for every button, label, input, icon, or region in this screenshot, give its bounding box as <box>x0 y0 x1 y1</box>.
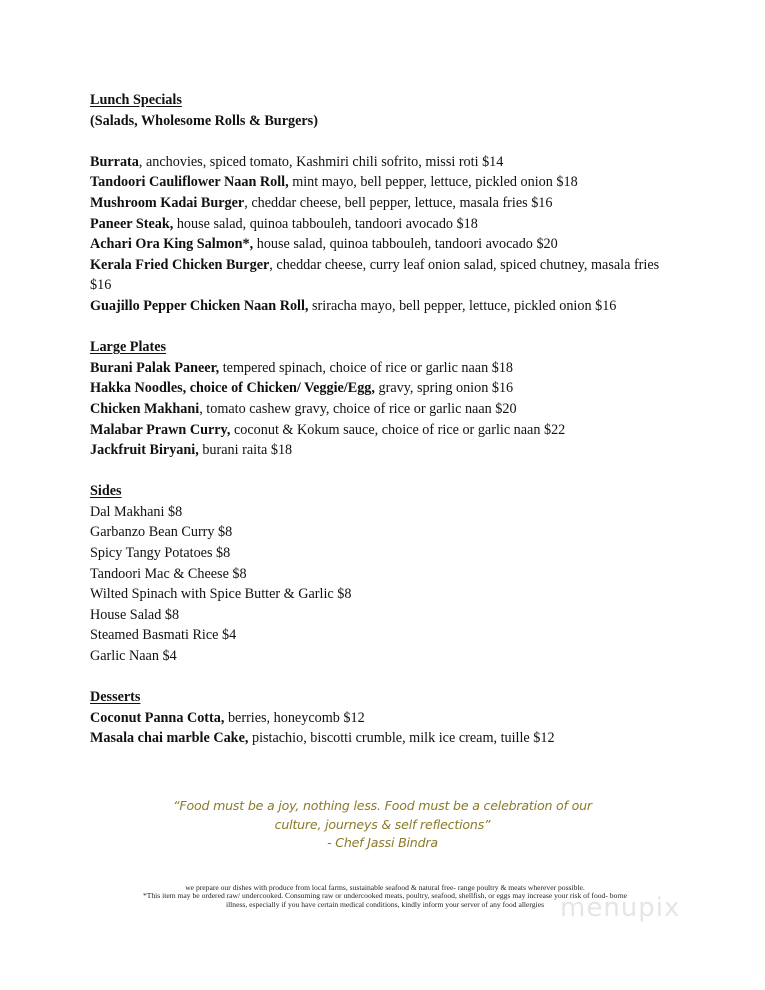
menu-item <box>90 193 690 214</box>
side-item: Steamed Basmati Rice $4 <box>90 627 237 644</box>
menu-item <box>90 358 690 379</box>
side-item: Garlic Naan $4 <box>90 648 177 665</box>
item-name: Jackfruit Biryani, <box>90 442 199 459</box>
menu-item <box>90 708 690 729</box>
menu-item <box>90 234 690 255</box>
quote-line-1: “Food must be a joy, nothing less. Food must be a celebration of our <box>173 798 592 813</box>
menu-item <box>90 152 690 173</box>
menu-item <box>90 420 690 441</box>
menu-item <box>90 399 690 420</box>
menu-item <box>90 440 690 461</box>
menu-item <box>90 214 690 235</box>
item-desc: house salad, quinoa tabbouleh, tandoori avocado $20 <box>253 236 558 253</box>
item-desc: tempered spinach, choice of rice or garlic naan $18 <box>219 359 514 376</box>
item-desc: , cheddar cheese, curry leaf onion salad, spiced chutney, masala fries <box>269 256 660 273</box>
item-name: Coconut Panna Cotta, <box>90 709 225 726</box>
item-desc: , anchovies, spiced tomato, Kashmiri chili sofrito, missi roti $14 <box>138 153 504 170</box>
item-name: Burani Palak Paneer, <box>90 359 220 376</box>
item-desc: , cheddar cheese, bell pepper, lettuce, masala fries $16 <box>244 194 553 211</box>
footer-line-3: illness, especially if you have certain medical conditions, kindly inform your server of any food allergies <box>225 899 545 909</box>
footer-line-1: we prepare our dishes with produce from local farms, sustainable seafood & natural free- range poultry & meats wherever possible. <box>185 883 585 892</box>
item-desc: burani raita $18 <box>198 442 293 459</box>
menu-item <box>90 255 690 276</box>
item-name: Tandoori Cauliflower Naan Roll, <box>90 174 289 191</box>
section-heading-desserts: Desserts <box>90 689 141 706</box>
menu-item <box>90 378 690 399</box>
menu-item <box>90 172 690 193</box>
item-desc: house salad, quinoa tabbouleh, tandoori avocado $18 <box>173 215 478 232</box>
quote-attribution: - Chef Jassi Bindra <box>327 835 438 850</box>
item-name: Malabar Prawn Curry, <box>90 421 231 438</box>
item-name: Burrata <box>90 153 139 170</box>
watermark: menupix <box>560 893 681 923</box>
menu-item <box>90 728 690 749</box>
section-heading-large-plates: Large Plates <box>90 339 167 356</box>
item-name: Paneer Steak, <box>90 215 174 232</box>
item-desc: , tomato cashew gravy, choice of rice or garlic naan $20 <box>199 400 517 417</box>
item-desc: pistachio, biscotti crumble, milk ice cream, tuille $12 <box>248 730 555 747</box>
item-name: Guajillo Pepper Chicken Naan Roll, <box>90 297 309 314</box>
item-name: Mushroom Kadai Burger <box>90 194 245 211</box>
item-desc: sriracha mayo, bell pepper, lettuce, pickled onion $16 <box>308 297 617 314</box>
side-item: Tandoori Mac & Cheese $8 <box>90 565 247 582</box>
menu-page <box>90 90 690 749</box>
menu-item-price-wrap: $16 <box>90 277 112 294</box>
item-desc: gravy, spring onion $16 <box>374 380 514 397</box>
side-item: Spicy Tangy Potatoes $8 <box>90 545 231 562</box>
quote-line-2: culture, journeys & self reflections” <box>274 816 491 832</box>
side-item: House Salad $8 <box>90 606 180 623</box>
item-name: Chicken Makhani <box>90 400 200 417</box>
section-heading-sides: Sides <box>90 483 122 500</box>
chef-quote <box>0 797 765 853</box>
menu-item <box>90 296 690 317</box>
item-name: Kerala Fried Chicken Burger <box>90 256 270 273</box>
side-item: Dal Makhani $8 <box>90 503 183 520</box>
footer-line-2: *This item may be ordered raw/ undercooked. Consuming raw or undercooked meats, poultry, seafood, shellfish, or eggs may increase your risk of food- borne <box>142 891 628 901</box>
side-item: Garbanzo Bean Curry $8 <box>90 524 233 541</box>
item-name: Achari Ora King Salmon*, <box>90 236 254 253</box>
item-desc: coconut & Kokum sauce, choice of rice or garlic naan $22 <box>230 421 566 438</box>
item-name: Hakka Noodles, choice of Chicken/ Veggie/Egg, <box>90 380 375 397</box>
section-heading-lunch: Lunch Specials <box>90 92 182 108</box>
item-desc: berries, honeycomb $12 <box>224 709 365 726</box>
item-desc: mint mayo, bell pepper, lettuce, pickled onion $18 <box>288 174 578 191</box>
section-subheading-lunch: (Salads, Wholesome Rolls & Burgers) <box>90 112 318 129</box>
side-item: Wilted Spinach with Spice Butter & Garlic $8 <box>90 586 352 603</box>
item-name: Masala chai marble Cake, <box>90 730 249 747</box>
